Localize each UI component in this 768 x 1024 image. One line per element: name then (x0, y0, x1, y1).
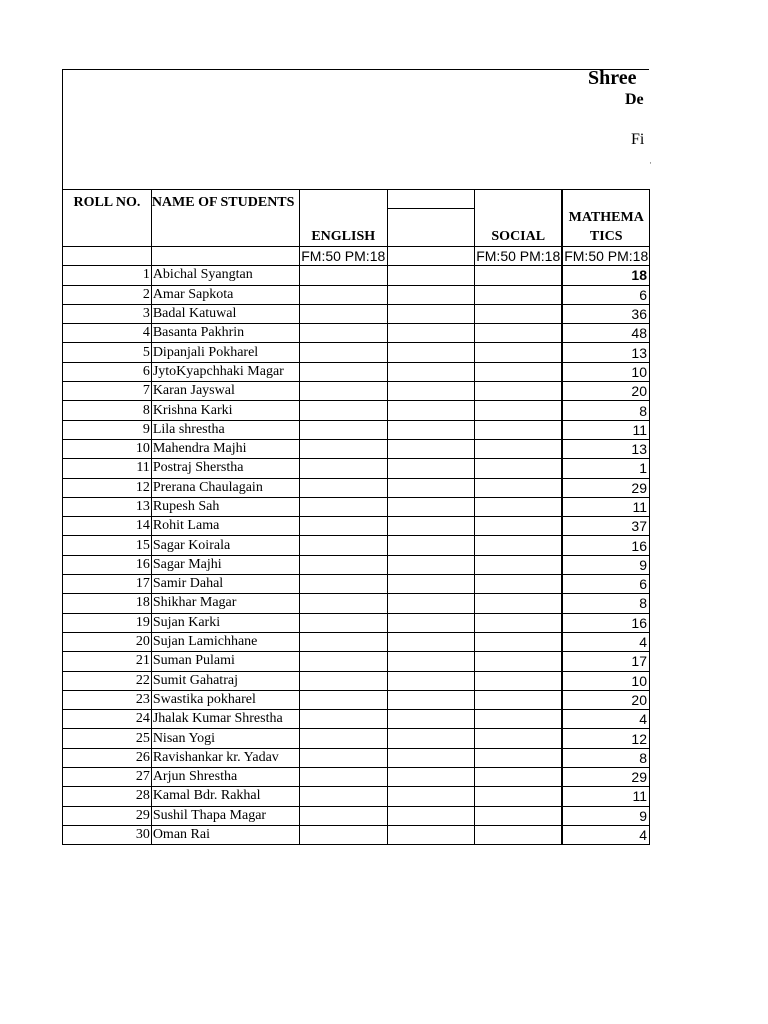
english-mark-cell (299, 266, 387, 285)
math-mark-cell: 13 (562, 343, 649, 362)
roll-cell: 16 (63, 555, 152, 574)
table-row (63, 478, 650, 497)
english-mark-cell (299, 787, 387, 806)
math-mark-cell: 6 (562, 285, 649, 304)
table-row (63, 729, 650, 748)
math-label-line2: TICS (589, 229, 623, 244)
header-mark: · (649, 158, 652, 168)
social-mark-cell (475, 517, 563, 536)
student-name-cell: JytoKyapchhaki Magar (151, 362, 299, 381)
math-mark-cell: 10 (562, 671, 649, 690)
social-mark-cell (475, 401, 563, 420)
exam-title: Fi (631, 131, 645, 148)
student-name-cell: Swastika pokharel (151, 690, 299, 709)
english-mark-cell (299, 420, 387, 439)
math-mark-cell: 17 (562, 652, 649, 671)
english-mark-cell (299, 478, 387, 497)
math-mark-cell: 29 (562, 768, 649, 787)
roll-cell: 1 (63, 266, 152, 285)
english-mark-cell (299, 401, 387, 420)
table-row (63, 517, 650, 536)
social-mark-cell (475, 382, 563, 401)
student-name-cell: Sujan Karki (151, 613, 299, 632)
header-row (63, 190, 650, 247)
table-row (63, 324, 650, 343)
student-name-cell: Samir Dahal (151, 575, 299, 594)
table-row (63, 304, 650, 323)
social-mark-cell (475, 787, 563, 806)
social-mark-cell (475, 459, 563, 478)
social-mark-cell (475, 304, 563, 323)
social-mark-cell (475, 285, 563, 304)
table-row (63, 575, 650, 594)
english-mark-cell (299, 324, 387, 343)
english-mark-cell (299, 690, 387, 709)
english-mark-cell (299, 652, 387, 671)
social-mark-cell (475, 748, 563, 767)
student-name-cell: Badal Katuwal (151, 304, 299, 323)
blank-mark-cell (387, 478, 474, 497)
math-label-line1: MATHEMA (568, 210, 644, 225)
student-name-cell: Arjun Shrestha (151, 768, 299, 787)
english-mark-cell (299, 555, 387, 574)
table-row (63, 536, 650, 555)
english-mark-cell (299, 439, 387, 458)
table-row (63, 439, 650, 458)
fm-name-cell (151, 247, 299, 266)
roll-cell: 11 (63, 459, 152, 478)
roll-cell: 14 (63, 517, 152, 536)
math-mark-cell: 20 (562, 382, 649, 401)
social-mark-cell (475, 690, 563, 709)
roll-cell: 22 (63, 671, 152, 690)
roll-cell: 25 (63, 729, 152, 748)
fm-row (63, 247, 650, 266)
social-mark-cell (475, 266, 563, 285)
blank-mark-cell (387, 768, 474, 787)
math-mark-cell: 16 (562, 613, 649, 632)
math-mark-cell: 29 (562, 478, 649, 497)
blank-mark-cell (387, 324, 474, 343)
student-name-cell: Sushil Thapa Magar (151, 806, 299, 825)
roll-cell: 7 (63, 382, 152, 401)
table-row (63, 266, 650, 285)
student-name-cell: Rohit Lama (151, 517, 299, 536)
table-row (63, 343, 650, 362)
table-row (63, 710, 650, 729)
english-mark-cell (299, 497, 387, 516)
blank-mark-cell (387, 497, 474, 516)
student-name-cell: Shikhar Magar (151, 594, 299, 613)
roll-cell: 20 (63, 632, 152, 651)
blank-mark-cell (387, 806, 474, 825)
english-mark-cell (299, 748, 387, 767)
table-row (63, 497, 650, 516)
blank-mark-cell (387, 710, 474, 729)
school-name: Shree (588, 67, 637, 89)
blank-mark-cell (387, 536, 474, 555)
social-mark-cell (475, 478, 563, 497)
roll-cell: 15 (63, 536, 152, 555)
blank-mark-cell (387, 613, 474, 632)
roll-cell: 30 (63, 825, 152, 844)
table-row (63, 632, 650, 651)
mark-sheet (62, 69, 650, 861)
table-row (63, 382, 650, 401)
english-mark-cell (299, 304, 387, 323)
table-row (63, 806, 650, 825)
roll-cell: 9 (63, 420, 152, 439)
blank-mark-cell (387, 420, 474, 439)
table-row (63, 690, 650, 709)
math-mark-cell: 8 (562, 401, 649, 420)
roll-cell: 23 (63, 690, 152, 709)
english-mark-cell (299, 459, 387, 478)
roll-cell: 13 (63, 497, 152, 516)
math-mark-cell: 16 (562, 536, 649, 555)
roll-cell: 28 (63, 787, 152, 806)
english-mark-cell (299, 613, 387, 632)
math-mark-cell: 48 (562, 324, 649, 343)
math-mark-cell: 10 (562, 362, 649, 381)
blank-mark-cell (387, 304, 474, 323)
math-mark-cell: 8 (562, 594, 649, 613)
english-label: ENGLISH (311, 229, 376, 244)
social-mark-cell (475, 671, 563, 690)
english-mark-cell (299, 671, 387, 690)
social-mark-cell (475, 497, 563, 516)
math-mark-cell: 9 (562, 806, 649, 825)
table-row (63, 420, 650, 439)
english-mark-cell (299, 343, 387, 362)
roll-cell: 2 (63, 285, 152, 304)
table-row (63, 594, 650, 613)
math-mark-cell: 4 (562, 632, 649, 651)
math-mark-cell: 4 (562, 825, 649, 844)
social-mark-cell (475, 806, 563, 825)
blank-mark-cell (387, 652, 474, 671)
roll-cell: 26 (63, 748, 152, 767)
blank-mark-cell (387, 439, 474, 458)
math-mark-cell: 6 (562, 575, 649, 594)
roll-cell: 4 (63, 324, 152, 343)
math-mark-cell: 1 (562, 459, 649, 478)
social-mark-cell (475, 594, 563, 613)
blank-mark-cell (387, 825, 474, 844)
roll-cell: 24 (63, 710, 152, 729)
math-mark-cell: 4 (562, 710, 649, 729)
math-mark-cell: 11 (562, 787, 649, 806)
blank-mark-cell (387, 343, 474, 362)
blank-mark-cell (387, 266, 474, 285)
student-name-cell: Sumit Gahatraj (151, 671, 299, 690)
student-name-cell: Abichal Syangtan (151, 266, 299, 285)
roll-cell: 8 (63, 401, 152, 420)
social-mark-cell (475, 536, 563, 555)
blank-mark-cell (387, 632, 474, 651)
social-mark-cell (475, 362, 563, 381)
social-mark-cell (475, 575, 563, 594)
student-name-cell: Karan Jayswal (151, 382, 299, 401)
social-mark-cell (475, 613, 563, 632)
fm-social: FM:50 PM:18 (475, 247, 563, 266)
blank-mark-cell (387, 382, 474, 401)
col-name-header: NAME OF STUDENTS (151, 190, 299, 247)
student-name-cell: Nisan Yogi (151, 729, 299, 748)
math-mark-cell: 11 (562, 497, 649, 516)
social-mark-cell (475, 555, 563, 574)
english-mark-cell (299, 594, 387, 613)
blank-mark-cell (387, 787, 474, 806)
blank-mark-cell (387, 285, 474, 304)
sheet-header (62, 67, 652, 199)
roll-cell: 19 (63, 613, 152, 632)
roll-cell: 12 (63, 478, 152, 497)
blank-mark-cell (387, 748, 474, 767)
math-mark-cell: 8 (562, 748, 649, 767)
table-row (63, 652, 650, 671)
math-mark-cell: 36 (562, 304, 649, 323)
roll-cell: 21 (63, 652, 152, 671)
math-mark-cell: 13 (562, 439, 649, 458)
social-mark-cell (475, 825, 563, 844)
student-name-cell: Rupesh Sah (151, 497, 299, 516)
blank-mark-cell (387, 362, 474, 381)
department-name: De (625, 91, 644, 108)
student-name-cell: Postraj Sherstha (151, 459, 299, 478)
social-mark-cell (475, 729, 563, 748)
student-name-cell: Lila shrestha (151, 420, 299, 439)
social-mark-cell (475, 324, 563, 343)
english-mark-cell (299, 575, 387, 594)
table-row (63, 671, 650, 690)
blank-mark-cell (387, 401, 474, 420)
blank-mark-cell (387, 729, 474, 748)
social-mark-cell (475, 343, 563, 362)
blank-mark-cell (387, 671, 474, 690)
roll-cell: 29 (63, 806, 152, 825)
english-mark-cell (299, 382, 387, 401)
social-mark-cell (475, 768, 563, 787)
table-row (63, 748, 650, 767)
student-name-cell: Oman Rai (151, 825, 299, 844)
table-row (63, 825, 650, 844)
student-name-cell: Dipanjali Pokharel (151, 343, 299, 362)
math-mark-cell: 11 (562, 420, 649, 439)
roll-cell: 6 (63, 362, 152, 381)
roll-cell: 5 (63, 343, 152, 362)
social-mark-cell (475, 420, 563, 439)
english-mark-cell (299, 768, 387, 787)
fm-blank (387, 247, 474, 266)
fm-math: FM:50 PM:18 (564, 248, 649, 265)
english-mark-cell (299, 825, 387, 844)
english-mark-cell (299, 710, 387, 729)
student-name-cell: Basanta Pakhrin (151, 324, 299, 343)
col-math-header (562, 190, 649, 247)
fm-roll-cell (63, 247, 152, 266)
roll-cell: 3 (63, 304, 152, 323)
roll-cell: 27 (63, 768, 152, 787)
student-name-cell: Suman Pulami (151, 652, 299, 671)
english-mark-cell (299, 362, 387, 381)
fm-english: FM:50 PM:18 (301, 248, 386, 265)
marks-table (62, 189, 650, 845)
table-row (63, 768, 650, 787)
english-mark-cell (299, 517, 387, 536)
math-mark-cell: 20 (562, 690, 649, 709)
math-mark-cell: 18 (562, 266, 649, 285)
student-name-cell: Mahendra Majhi (151, 439, 299, 458)
student-name-cell: Kamal Bdr. Rakhal (151, 787, 299, 806)
table-row (63, 401, 650, 420)
english-mark-cell (299, 536, 387, 555)
col-blank-header (387, 190, 474, 247)
blank-mark-cell (387, 459, 474, 478)
roll-cell: 17 (63, 575, 152, 594)
student-name-cell: Sagar Koirala (151, 536, 299, 555)
table-row (63, 285, 650, 304)
table-row (63, 613, 650, 632)
blank-mark-cell (387, 555, 474, 574)
student-name-cell: Jhalak Kumar Shrestha (151, 710, 299, 729)
social-mark-cell (475, 710, 563, 729)
math-mark-cell: 12 (562, 729, 649, 748)
blank-mark-cell (387, 690, 474, 709)
table-row (63, 555, 650, 574)
student-name-cell: Prerana Chaulagain (151, 478, 299, 497)
blank-mark-cell (387, 517, 474, 536)
roll-cell: 10 (63, 439, 152, 458)
english-mark-cell (299, 632, 387, 651)
student-name-cell: Amar Sapkota (151, 285, 299, 304)
header-frame (62, 69, 649, 189)
english-mark-cell (299, 729, 387, 748)
student-name-cell: Ravishankar kr. Yadav (151, 748, 299, 767)
english-mark-cell (299, 285, 387, 304)
student-name-cell: Krishna Karki (151, 401, 299, 420)
blank-header-split (388, 190, 474, 209)
col-social-header: SOCIAL (475, 190, 563, 247)
table-row (63, 362, 650, 381)
roll-cell: 18 (63, 594, 152, 613)
social-mark-cell (475, 652, 563, 671)
col-roll-header: ROLL NO. (63, 190, 152, 247)
math-mark-cell: 9 (562, 555, 649, 574)
social-mark-cell (475, 632, 563, 651)
table-row (63, 787, 650, 806)
blank-mark-cell (387, 575, 474, 594)
student-name-cell: Sagar Majhi (151, 555, 299, 574)
social-mark-cell (475, 439, 563, 458)
math-mark-cell: 37 (562, 517, 649, 536)
blank-mark-cell (387, 594, 474, 613)
english-mark-cell (299, 806, 387, 825)
student-name-cell: Sujan Lamichhane (151, 632, 299, 651)
table-row (63, 459, 650, 478)
col-english-header (299, 190, 387, 247)
